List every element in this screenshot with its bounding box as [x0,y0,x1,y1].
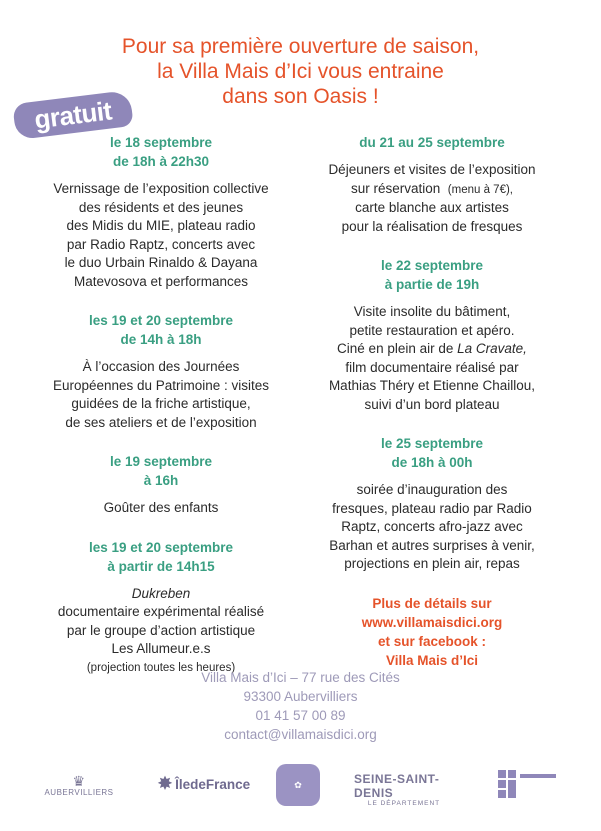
event-time-line: à 16h [143,473,179,488]
iledefrance-logo [154,774,254,794]
event-date [304,133,560,152]
event-description [304,303,560,414]
desc-line: Visite insolite du bâtiment, [353,304,511,319]
gratuit-badge: gratuit [12,90,134,140]
contact-email[interactable]: contact@villamaisdici.org [224,727,377,742]
event-date [304,256,560,294]
event-date-line: les 19 et 20 septembre [88,313,234,328]
plaine-commune-logo [498,770,556,800]
details-line: Plus de détails sur [372,595,492,611]
event-dukreben [18,538,304,678]
event-description [304,161,560,236]
event-date-line: du 21 au 25 septembre [359,135,505,150]
plaine-commune-label [520,774,556,778]
desc-line: de ses ateliers et de l’exposition [65,414,257,430]
desc-line: guidées de la friche artistique, [71,396,251,411]
desc-line: petite restauration et apéro. [349,322,515,338]
event-date [18,452,304,490]
iledefrance-text: ÎledeFrance [175,776,251,792]
address-block [0,668,601,744]
seine-saint-denis-logo [354,772,454,807]
desc-line: des résidents et des jeunes [78,199,244,215]
film-title: Dukreben [131,585,191,601]
desc-line: Matevosova et performances [73,273,249,289]
square-icon [498,770,506,778]
event-date [18,538,304,576]
event-description [18,358,304,432]
address-line: Villa Mais d’Ici – 77 rue des Cités [201,670,400,685]
desc-line: Mathias Théry et Etienne Chaillou, [328,378,536,393]
desc-line: Déjeuners et visites de l’exposition [328,162,536,177]
event-gouter [18,452,304,518]
desc-line: Européennes du Patrimoine : visites [52,377,270,393]
desc-line: fresques, plateau radio par Radio [332,500,532,516]
event-time-line: de 14h à 18h [120,332,202,347]
desc-line: par le groupe d’action artistique [66,622,256,638]
event-time-line: de 18h à 00h [391,455,473,470]
star-icon: ✸ [157,774,173,793]
desc-line: documentaire expérimental réalisé [57,604,265,619]
desc-line: carte blanche aux artistes [355,200,509,215]
desc-line: le duo Urbain Rinaldo & Dayana [64,255,258,270]
event-description [304,481,560,574]
desc-line: Raptz, concerts afro-jazz avec [341,519,523,534]
desc-line: film documentaire réalisé par [345,359,519,375]
villa-mais-dici-logo [276,764,320,806]
desc-line: pour la réalisation de fresques [341,218,523,234]
event-date-line: les 19 et 20 septembre [88,539,234,555]
event-date [18,311,304,349]
headline-line: dans son Oasis ! [222,85,379,108]
event-date-line: le 19 septembre [109,454,213,469]
more-details [304,594,560,670]
desc-line: des Midis du MIE, plateau radio [66,218,256,233]
event-dejeuners [304,133,560,236]
desc-line: À l’occasion des Journées [82,359,240,374]
details-line: et sur facebook : [377,633,487,649]
square-icon [508,780,516,798]
postal-line: 93300 Aubervilliers [243,689,358,704]
square-icon [508,770,516,778]
desc-line: suivi d’un bord plateau [364,396,500,412]
desc-line: Les Allumeur.e.s [111,641,211,656]
event-time-line: à partir de 14h15 [107,558,215,574]
phone-number[interactable]: 01 41 57 00 89 [255,708,346,723]
aubervilliers-text: AUBERVILLIERS [44,788,114,797]
event-date-line: le 18 septembre [109,135,213,150]
desc-line: Vernissage de l’exposition collective [53,181,269,196]
facebook-link[interactable]: Villa Mais d’Ici [385,652,479,668]
event-time-line: de 18h à 22h30 [112,154,210,169]
ssd-text: SEINE-SAINT-DENIS [354,772,440,800]
headline-line: la Villa Mais d’Ici vous entraine [157,60,444,83]
desc-line: soirée d’inauguration des [356,482,508,497]
left-column [18,133,304,697]
event-description [18,585,304,678]
ssd-subtext: LE DÉPARTEMENT [367,800,441,807]
website-link[interactable]: www.villamaisdici.org [361,614,503,630]
partner-logos [0,758,601,808]
event-date-line: le 22 septembre [380,258,484,273]
desc-line: Goûter des enfants [103,500,219,515]
event-description [18,499,304,518]
event-visite-cine [304,256,560,414]
desc-line: Barhan et autres surprises à venir, [329,537,535,553]
aubervilliers-logo [40,774,118,797]
event-patrimoine [18,311,304,432]
event-vernissage [18,133,304,291]
event-date [304,434,560,472]
right-column [304,133,560,670]
film-title: La Cravate, [457,341,527,356]
projection-note: (projection toutes les heures) [86,661,236,674]
event-time-line: à partie de 19h [384,277,480,292]
desc-line: projections en plein air, repas [344,556,520,571]
square-icon [498,780,506,788]
event-date-line: le 25 septembre [380,436,484,451]
event-inauguration [304,434,560,574]
crown-icon: ♛ [72,773,86,789]
headline-line: Pour sa première ouverture de saison, [121,35,480,58]
desc-text: sur réservation [350,180,441,196]
desc-line [304,180,560,200]
event-date [18,133,304,171]
villa-emblem-icon: ✿ [294,779,302,790]
square-icon [498,790,506,798]
desc-text: Ciné en plein air de [337,341,454,356]
desc-line [304,340,560,359]
event-description [18,180,304,291]
desc-line: par Radio Raptz, concerts avec [66,236,256,252]
menu-note: (menu à 7€), [447,183,513,196]
